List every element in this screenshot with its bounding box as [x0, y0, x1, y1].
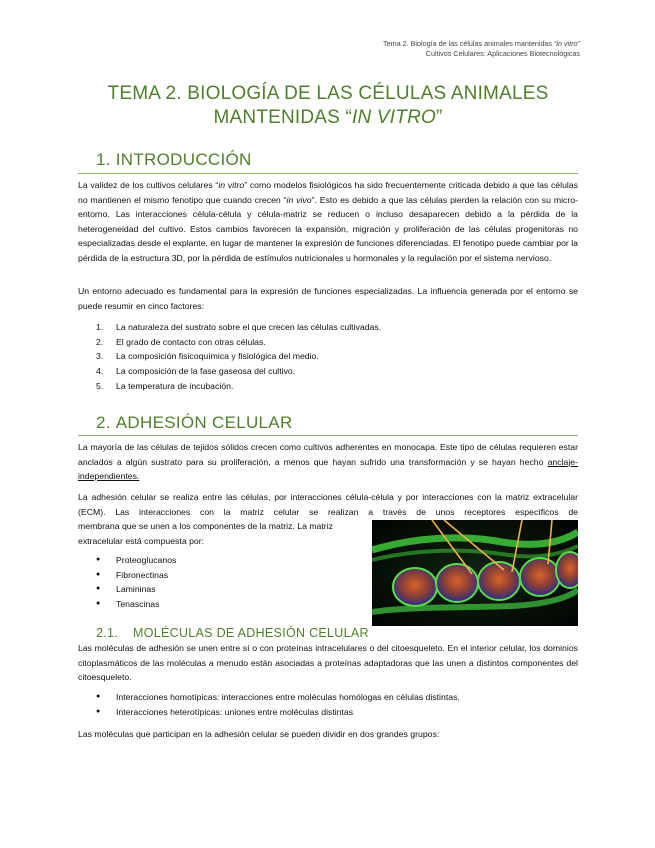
title-line-1: TEMA 2. BIOLOGÍA DE LAS CÉLULAS ANIMALES	[107, 83, 549, 104]
adhesion-paragraph-2-top: La adhesión celular se realiza entre las células, por interacciones célula-célula y por interacciones con la matriz extracelular (ECM). Las interacciones con la matriz celular se realizan a través de unos receptores específicos de	[78, 492, 578, 517]
header-line-2: Cultivos Celulares: Aplicaciones Biotecnológicas	[425, 49, 580, 58]
section-2-title: ADHESIÓN CELULAR	[115, 413, 293, 432]
factor-item: 5. La temperatura de incubación.	[96, 380, 234, 391]
subsection-2-1-title: MOLÉCULAS DE ADHESIÓN CELULAR	[133, 626, 369, 640]
adhesion-paragraph-2-bottom: membrana que se unen a los componentes de la matriz. La matriz extracelular está compuesta por:	[78, 521, 333, 546]
running-header	[383, 39, 580, 59]
ecm-components-list	[96, 553, 176, 612]
interaction-item: ● Interacciones heterotípicas: uniones entre moléculas distintas	[96, 706, 354, 717]
document-title	[78, 82, 578, 130]
title-line-2: MANTENIDAS “IN VITRO”	[213, 107, 443, 128]
factor-item: 2. El grado de contacto con otras células.	[96, 336, 266, 347]
molecules-paragraph-2: Las moléculas que participan en la adhesión celular se pueden dividir en dos grandes grupos:	[78, 729, 440, 739]
molecules-paragraph-1: Las moléculas de adhesión se unen entre sí o con proteínas intracelulares o del citoesqueleto. En el interior celular, los dominios citoplasmáticos de las moléculas a menudo están asociadas a proteínas adaptadoras que las unen a distintos componentes del citoesqueleto.	[78, 643, 578, 682]
ecm-component-item: ● Lamininas	[96, 584, 156, 595]
interaction-item: ● Interacciones homotípicas: interacciones entre moléculas homólogas en células distintas.	[96, 692, 460, 702]
section-1-rule	[78, 173, 578, 174]
factor-item: 4. La composición de la fase gaseosa del cultivo.	[96, 366, 296, 377]
anclaje-independientes-link: anclaje-independientes.	[78, 456, 578, 481]
adhesion-paragraph-1: La mayoría de las células de tejidos sólidos crecen como cultivos adherentes en monocapa. Este tipo de células requieren estar anclados a algún sustrato para su proliferación, a menos que hayan sufrido una transformación y se hayan hecho anclaje-independientes.	[78, 442, 578, 481]
section-1-number: 1.	[96, 150, 111, 169]
factor-item: 1. La naturaleza del sustrato sobre el que crecen las células cultivadas.	[96, 322, 382, 332]
section-2-number: 2.	[96, 413, 111, 432]
ecm-component-item: ● Proteoglucanos	[96, 555, 177, 565]
section-1-title: INTRODUCCIÓN	[115, 150, 252, 169]
subsection-2-1-number: 2.1.	[96, 626, 119, 640]
section-2-heading	[96, 413, 293, 433]
factors-list	[96, 320, 381, 394]
subsection-2-1-heading	[96, 626, 369, 640]
interactions-list	[96, 690, 460, 719]
fluorescent-cells-figure	[372, 520, 578, 626]
ecm-component-item: ● Fibronectinas	[96, 569, 169, 580]
factor-item: 3. La composición fisicoquímica y fisiológica del medio.	[96, 351, 319, 362]
section-2-rule	[78, 435, 578, 436]
section-1-heading	[96, 150, 252, 170]
microscopy-image	[372, 520, 578, 626]
ecm-component-item: ● Tenascinas	[96, 599, 160, 610]
intro-paragraph-1: La validez de los cultivos celulares “in vitro” como modelos fisiológicos ha sido frecuentemente criticada debido a que las células no mantienen el mismo fenotipo que cuando crecen “in vivo”. Esto es debido a que las células pierden la relación con su micro-entorno. Las interacciones célula-célula y célula-matriz se reducen o incluso desaparecen debido a la pérdida de la heterogeneidad del cultivo. Estos cambios favorecen la expansión, migración y proliferación de las células progenitoras no especializadas desde el explante, en lugar de mantener la expresión de funciones diferenciadas. El fenotipo puede cambiar por la pérdida de la estructura 3D, por la pérdida de estímulos nutricionales u hormonales y la regulación por el sistema nervioso.	[78, 180, 578, 263]
intro-paragraph-2: Un entorno adecuado es fundamental para la expresión de funciones especializadas. La influencia generada por el entorno se puede resumir en cinco factores:	[78, 286, 578, 311]
header-line-1: Tema 2. Biología de las células animales mantenidas “in vitro”	[383, 39, 580, 48]
